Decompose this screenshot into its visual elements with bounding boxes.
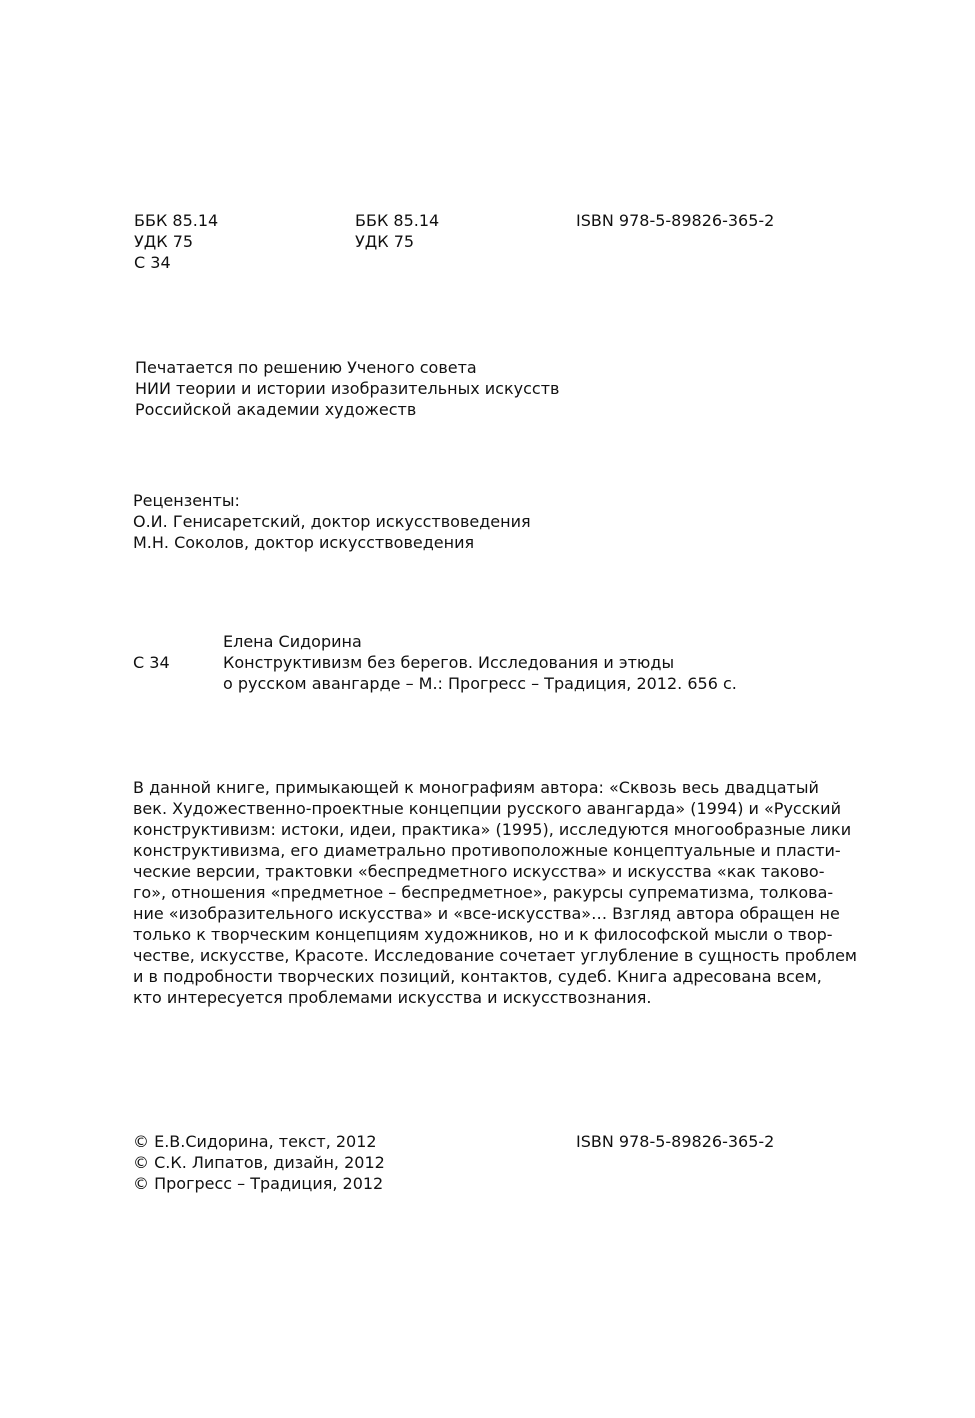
- isbn-number: ISBN 978-5-89826-365-2: [576, 1132, 775, 1151]
- classification-middle: [355, 210, 439, 252]
- copyright-line: © Е.В.Сидорина, текст, 2012: [133, 1132, 377, 1151]
- abstract-line: и в подробности творческих позиций, контактов, судеб. Книга адресована всем,: [133, 967, 822, 986]
- reviewers-heading: Рецензенты:: [133, 491, 240, 510]
- abstract-line: В данной книге, примыкающей к монографиям автора: «Сквозь весь двадцатый: [133, 778, 819, 797]
- author-mark: С 34: [134, 253, 171, 272]
- publication-approval: [135, 357, 559, 420]
- approval-line: Российской академии художеств: [135, 400, 417, 419]
- udk-code: УДК 75: [134, 232, 194, 251]
- reviewers: [133, 490, 531, 553]
- abstract-line: конструктивизм: истоки, идеи, практика» (1995), исследуются многообразные лики: [133, 820, 852, 839]
- abstract-line: ние «изобразительного искусства» и «все-искусства»… Взгляд автора обращен не: [133, 904, 840, 923]
- abstract-line: только к творческим концепциям художников, но и к философской мысли о твор-: [133, 925, 833, 944]
- isbn-top: [576, 210, 774, 231]
- copyright-line: © С.К. Липатов, дизайн, 2012: [133, 1153, 385, 1172]
- approval-line: Печатается по решению Ученого совета: [135, 358, 477, 377]
- catalog-code: [133, 652, 170, 673]
- reviewer-item: М.Н. Соколов, доктор искусствоведения: [133, 533, 475, 552]
- abstract-line: го», отношения «предметное – беспредметное», ракурсы супрематизма, толкова-: [133, 883, 834, 902]
- isbn-bottom: [576, 1131, 774, 1152]
- copyright-notices: [133, 1131, 385, 1194]
- udk-code: УДК 75: [355, 232, 415, 251]
- approval-line: НИИ теории и истории изобразительных искусств: [135, 379, 560, 398]
- catalog-title-line: Конструктивизм без берегов. Исследования и этюды: [223, 653, 675, 672]
- catalog-entry: [223, 631, 737, 694]
- copyright-line: © Прогресс – Традиция, 2012: [133, 1174, 384, 1193]
- abstract-line: кто интересуется проблемами искусства и искусствознания.: [133, 988, 652, 1007]
- bbk-code: ББК 85.14: [355, 211, 440, 230]
- author-mark: С 34: [133, 653, 170, 672]
- abstract-line: честве, искусстве, Красоте. Исследование сочетает углубление в сущность проблем: [133, 946, 857, 965]
- abstract-line: конструктивизма, его диаметрально противоположные концептуальные и пласти-: [133, 841, 841, 860]
- catalog-title-line: о русском авангарде – М.: Прогресс – Традиция, 2012. 656 с.: [223, 674, 737, 693]
- isbn-number: ISBN 978-5-89826-365-2: [576, 211, 775, 230]
- abstract-line: ческие версии, трактовки «беспредметного искусства» и искусства «как таково-: [133, 862, 825, 881]
- catalog-author: Елена Сидорина: [223, 632, 362, 651]
- abstract-line: век. Художественно-проектные концепции русского авангарда» (1994) и «Русский: [133, 799, 841, 818]
- abstract: [133, 777, 857, 1008]
- bbk-code: ББК 85.14: [134, 211, 219, 230]
- reviewer-item: О.И. Генисаретский, доктор искусствоведения: [133, 512, 531, 531]
- classification-left: [134, 210, 218, 273]
